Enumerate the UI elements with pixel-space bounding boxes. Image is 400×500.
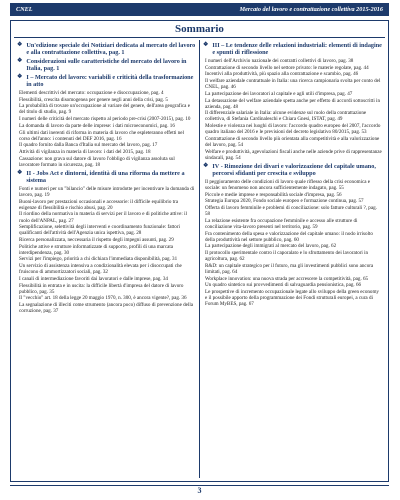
- section-heading: [17, 170, 196, 184]
- toc-entry: Buoni-lavoro per prestazioni occasionali e accessorie: il difficile equilibrio tra esigenze di flessibilità e rischio abusi, pag. 20: [19, 198, 179, 211]
- entry-list: [203, 179, 382, 307]
- toc-entry: I numeri dell'Archivio nazionale dei contratti collettivi di lavoro, pag. 38: [205, 58, 354, 64]
- toc-entry: Il peggioramento delle condizioni di lavoro quale riflesso della crisi economica e sociale: un fenomeno non ancora sufficientemente indagato, pag. 55: [205, 178, 371, 191]
- toc-entry: Ricerca personalizzata, neccessaria il rispetto degli impegni assunti, pag. 29: [19, 237, 174, 243]
- diamond-bullet-icon: ❖: [203, 162, 209, 169]
- entry-list: [17, 90, 196, 168]
- toc-entry: La relazione esistente fra occupazione femminile e accesso alle strutture di conciliazione vita-lavoro presenti nel territorio, pag. 59: [205, 217, 358, 230]
- toc-entry: Un servizio di assistenza intensiva a condizionalità elevata per i disoccupati che fruiscono di ammortizzatori sociali, pag. 32: [19, 263, 182, 276]
- page-header: [10, 3, 389, 16]
- section-heading: [17, 58, 196, 72]
- section-heading: [17, 42, 196, 56]
- toc-entry: La partecipazione degli immigrati al mercato del lavoro, pag. 62: [205, 243, 337, 250]
- entry-list: [203, 58, 382, 161]
- toc-entry: Il riordino della normativa in materia di servizi per il lavoro e di politiche attive: il ruolo dell'ANPAL, pag. 27: [19, 211, 187, 224]
- header-left: CNEL: [16, 6, 33, 13]
- toc-entry: Incentivi alla produttività, più spazio alla contrattazione e scambio, pag. 46: [205, 71, 359, 78]
- left-column: [14, 40, 199, 478]
- section-heading: [17, 74, 196, 88]
- diamond-bullet-icon: ❖: [17, 169, 23, 176]
- header-right: Mercato del lavoro e contrattazione collettiva 2015-2016: [239, 6, 383, 13]
- toc-entry: Attività di vigilanza in materia di lavoro: i dati del 2015, pag. 18: [19, 149, 151, 155]
- diamond-bullet-icon: ❖: [203, 42, 209, 48]
- toc-entry: Il welfare aziendale contrattuale in Italia: una ricerca campionaria svolta per conto del CNEL, pag. 46: [205, 78, 381, 91]
- toc-entry: Molestie e violenza nei luoghi di lavoro: l'accordo quadro europeo del 2007, l'accordo quadro italiano del 2016 e le previsioni del decreto legislativo 80/2015, pag. 53: [205, 123, 381, 136]
- toc-entry: Elementi descrittivi del mercato: occupazione e disoccupazione, pag. 4: [19, 90, 164, 96]
- diamond-bullet-icon: ❖: [17, 42, 23, 48]
- toc-entry: Piccole e medie imprese e responsabilità sociale d'impresa, pag. 56: [205, 191, 342, 198]
- toc-entry: Fonti e numeri per un "bilancio" delle misure introdotte per incentivare la domanda di lavoro, pag. 19: [19, 185, 195, 198]
- toc-entry: Workplace innovation: una nuova strada per accrescere la competitività, pag. 65: [205, 275, 369, 282]
- diamond-bullet-icon: ❖: [17, 58, 23, 64]
- section-title: II - Jobs Act e dintorni, identità di una riforma da mettere a sistema: [26, 169, 185, 184]
- page-title: Sommario: [14, 21, 385, 38]
- toc-entry: La detassazione del welfare aziendale spetta anche per effetto di accordi sottoscritti in azienda, pag. 48: [205, 97, 380, 110]
- toc-entry: Politiche attive e strutture informatizzate di supporto, profili di una marcata interdipendenza, pag. 30: [19, 243, 174, 256]
- right-column: [199, 40, 385, 478]
- section-title: IV - Rimozione dei divari e valorizzazione del capitale umano, percorsi sfidanti per crescita e sviluppo: [212, 162, 376, 177]
- page-number: 3: [192, 486, 208, 495]
- summary-frame: [10, 20, 389, 482]
- toc-entry: La probabilità di trovare un'occupazione al variare del genere, dell'area geografica e del titolo di studio, pag. 9: [19, 103, 190, 116]
- section-title: I – Mercato del lavoro: variabili e criticità della trasformazione in atto: [26, 74, 194, 88]
- entry-list: [17, 186, 196, 314]
- toc-entry: Il protocollo sperimentale contro il caporalato e lo sfruttamento dei lavoratori in agricoltura, pag. 62: [205, 250, 369, 263]
- toc-entry: Il quadro fornito dalla Banca d'Italia sul mercato del lavoro, pag. 17: [19, 142, 158, 149]
- toc-entry: La partecipazione dei lavoratori al capitale e agli utili d'impresa, pag. 47: [205, 90, 353, 97]
- toc-entry: Cassazione: non grava sul datore di lavoro l'obbligo di vigilanza assoluta sul lavoratore formato in sicurezza, pag. 18: [19, 155, 175, 168]
- toc-entry: Flessibilità, crescita disomogenea per genere negli anni della crisi, pag. 5: [19, 96, 168, 103]
- toc-entry: La domanda di lavoro da parte delle imprese: i dati microeconomici, pag. 16: [19, 122, 175, 129]
- toc-entry: Fra contenimento della spesa e valorizzazione del capitale umano: il nodo irrisolto della produttività nel settore pubblico, pag. 60: [205, 230, 373, 243]
- toc-entry: Strategia Europa 2020, Fondo sociale europeo e formazione continua, pag. 57: [205, 198, 364, 205]
- toc-entry: Il "vecchio" art. 18 della legge 20 maggio 1970, n. 300, è ancora vigente?, pag. 36: [19, 295, 187, 302]
- toc-entry: I numeri delle criticità del mercato rispetto al periodo pre-crisi (2007-2015), pag. 10: [19, 116, 191, 123]
- toc-entry: R&D: un capitale strategico per il futuro, ma gli investimenti pubblici sono ancora limitati, pag. 64: [205, 262, 374, 275]
- toc-entry: Il differenziale salariale in Italia: alcune evidenze sul ruolo della contrattazione collettiva, di Stefania Cardinaleschi e Chiara Gnesi, ISTAT, pag. 49: [205, 110, 367, 123]
- toc-entry: Contrattazione di secondo livello più orientata alla competitività e alla valorizzazione del lavoro, pag. 54: [205, 135, 380, 148]
- toc-entry: I canali di intermediazione favoriti dai lavoratori e dalle imprese, pag. 34: [19, 275, 168, 282]
- toc-entry: Contrattazione di secondo livello nel settore privato: le materie regolate, pag. 44: [205, 64, 369, 71]
- toc-entry: Servizi per l'impiego, priorità a chi dichiara l'immediata disponibilità, pag. 31: [19, 256, 178, 263]
- toc-entry: Gli ultimi dati inerenti di riforma in materia di lavoro che espleteranno effetti nel corso dell'anno: i contenuti del DEF 2016, pag. 16: [19, 129, 184, 142]
- toc-entry: Le prospettive di incremento occupazionale legate allo sviluppo della green economy e il possibile apporto della programmazione dei Fondi strutturali europei, a cura di Forum MyBES, pag. 67: [205, 288, 379, 308]
- toc-entry: Offerta di lavoro femminile e problemi di conciliazione: solo fatture culturali ?, pag. 58: [205, 205, 377, 218]
- toc-entry: Flessibilità in entrata e in uscita: la difficile libertà d'impresa del datore di lavoro pubblico, pag. 35: [19, 282, 184, 295]
- section-title: III – Le tendenze delle relazioni industriali: elementi di indagine e spunti di riflessione: [212, 42, 382, 56]
- toc-entry: Un quadro sintetico sui provvedimenti di salvaguardia pensionistica, pag. 66: [205, 282, 362, 289]
- section-heading: [203, 163, 382, 177]
- section-heading: [203, 42, 382, 56]
- page-footer: [10, 485, 389, 497]
- toc-entry: La segnalazione di illeciti come strumento (ancora poco) diffuso di prevenzione della corruzione, pag. 37: [19, 302, 194, 315]
- section-title: Considerazioni sulle caratteristiche del mercato del lavoro in Italia, pag. 1: [26, 58, 187, 72]
- section-title: Un'edizione speciale dei Notiziari dedicata al mercato del lavoro e alla contrattazione collettiva, pag. 1: [26, 42, 196, 56]
- diamond-bullet-icon: ❖: [17, 74, 23, 80]
- summary-columns: [14, 40, 385, 478]
- toc-entry: Semplificazione, selettività degli interventi e coordinamento funzionale: fattori qualificanti dell'attività dell'Agenzia unica ispettiva, pag. 28: [19, 224, 180, 237]
- toc-entry: Welfare e produttività, agevolazioni fiscali anche nelle aziende prive di rappresentanze sindacali, pag. 54: [205, 148, 382, 161]
